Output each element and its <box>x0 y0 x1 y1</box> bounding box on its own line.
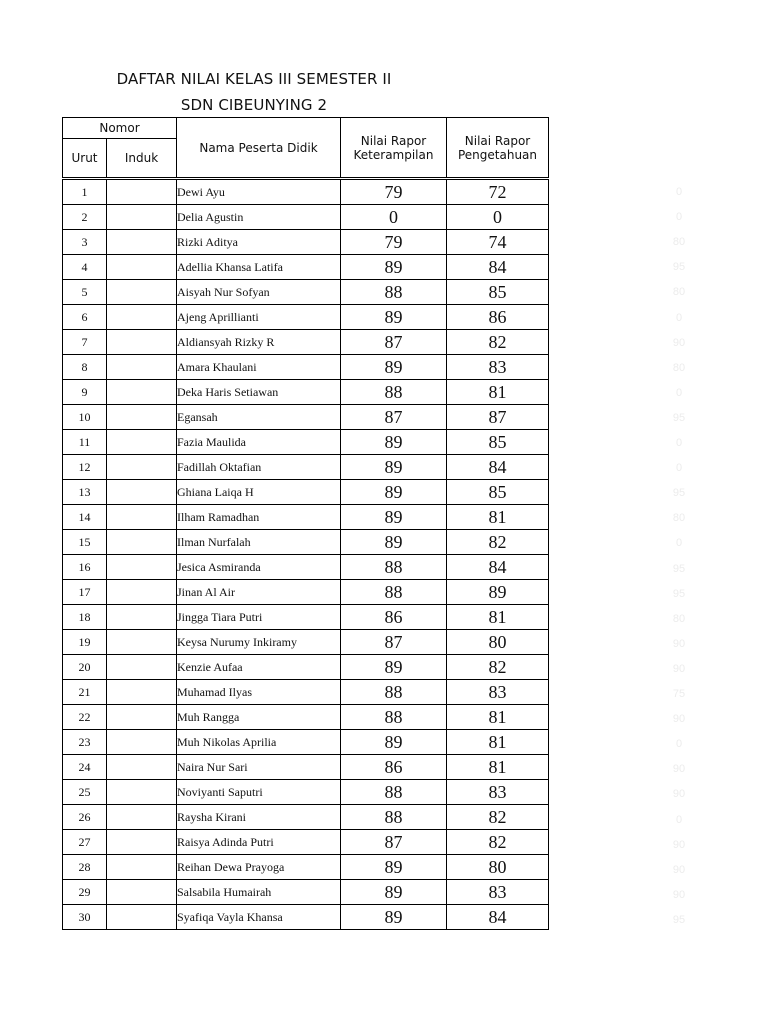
pengetahuan-value: 83 <box>447 780 549 805</box>
table-row <box>63 705 549 730</box>
header-pengetahuan-line1: Nilai Rapor <box>464 133 531 148</box>
row-number: 5 <box>63 280 107 305</box>
keterampilan-value: 87 <box>341 630 447 655</box>
table-row <box>63 255 549 280</box>
row-induk <box>107 655 177 680</box>
header-pengetahuan-line2: Pengetahuan <box>457 147 538 162</box>
row-induk <box>107 780 177 805</box>
student-name: Syafiqa Vayla Khansa <box>177 905 341 930</box>
table-row <box>63 180 549 205</box>
side-value: 90 <box>672 888 686 901</box>
row-number: 9 <box>63 380 107 405</box>
student-name: Adellia Khansa Latifa <box>177 255 341 280</box>
student-name: Jinan Al Air <box>177 580 341 605</box>
row-number: 2 <box>63 205 107 230</box>
table-row <box>63 230 549 255</box>
row-induk <box>107 630 177 655</box>
row-induk <box>107 430 177 455</box>
header-keterampilan-line1: Nilai Rapor <box>360 133 427 148</box>
pengetahuan-value: 81 <box>447 605 549 630</box>
row-number: 11 <box>63 430 107 455</box>
row-induk <box>107 405 177 430</box>
pengetahuan-value: 81 <box>447 705 549 730</box>
table-row <box>63 855 549 880</box>
student-name: Jesica Asmiranda <box>177 555 341 580</box>
header-pengetahuan <box>447 118 549 178</box>
side-value: 0 <box>675 186 683 198</box>
student-name: Dewi Ayu <box>177 180 341 205</box>
row-number: 27 <box>63 830 107 855</box>
keterampilan-value: 87 <box>341 330 447 355</box>
student-name: Fazia Maulida <box>177 430 341 455</box>
side-value: 90 <box>672 788 686 801</box>
student-name: Ajeng Aprillianti <box>177 305 341 330</box>
keterampilan-value: 88 <box>341 380 447 405</box>
student-name: Salsabila Humairah <box>177 880 341 905</box>
pengetahuan-value: 81 <box>447 755 549 780</box>
keterampilan-value: 89 <box>341 880 447 905</box>
header-keterampilan-line2: Keterampilan <box>353 147 434 162</box>
side-value: 95 <box>672 562 686 575</box>
table-row <box>63 655 549 680</box>
keterampilan-value: 86 <box>341 605 447 630</box>
table-row <box>63 755 549 780</box>
row-number: 6 <box>63 305 107 330</box>
pengetahuan-value: 81 <box>447 380 549 405</box>
row-number: 22 <box>63 705 107 730</box>
student-name: Raysha Kirani <box>177 805 341 830</box>
pengetahuan-value: 82 <box>447 830 549 855</box>
student-name: Egansah <box>177 405 341 430</box>
side-value: 0 <box>675 386 683 399</box>
side-value: 0 <box>675 738 683 751</box>
student-name: Jingga Tiara Putri <box>177 605 341 630</box>
keterampilan-value: 88 <box>341 555 447 580</box>
pengetahuan-value: 84 <box>447 555 549 580</box>
keterampilan-value: 89 <box>341 855 447 880</box>
table-row <box>63 530 549 555</box>
keterampilan-value: 89 <box>341 255 447 280</box>
pengetahuan-value: 0 <box>447 205 549 230</box>
keterampilan-value: 88 <box>341 580 447 605</box>
keterampilan-value: 88 <box>341 705 447 730</box>
side-value: 80 <box>672 361 686 374</box>
table-row <box>63 680 549 705</box>
student-name: Raisya Adinda Putri <box>177 830 341 855</box>
student-name: Delia Agustin <box>177 205 341 230</box>
row-induk <box>107 380 177 405</box>
side-value: 95 <box>672 587 686 600</box>
side-value: 90 <box>672 336 686 349</box>
table-row <box>63 880 549 905</box>
student-name: Kenzie Aufaa <box>177 655 341 680</box>
table-row <box>63 355 549 380</box>
pengetahuan-value: 85 <box>447 430 549 455</box>
row-induk <box>107 755 177 780</box>
student-name: Ghiana Laiqa H <box>177 480 341 505</box>
student-name: Muh Rangga <box>177 705 341 730</box>
row-induk <box>107 455 177 480</box>
table-row <box>63 905 549 930</box>
row-induk <box>107 905 177 930</box>
table-row <box>63 605 549 630</box>
side-value: 0 <box>675 211 683 224</box>
row-induk <box>107 280 177 305</box>
school-name: SDN CIBEUNYING 2 <box>180 96 328 114</box>
keterampilan-value: 79 <box>341 180 447 205</box>
keterampilan-value: 89 <box>341 305 447 330</box>
keterampilan-value: 89 <box>341 355 447 380</box>
row-induk <box>107 705 177 730</box>
pengetahuan-value: 72 <box>447 180 549 205</box>
row-number: 28 <box>63 855 107 880</box>
side-value: 95 <box>672 487 686 500</box>
keterampilan-value: 79 <box>341 230 447 255</box>
header-induk: Induk <box>107 139 177 178</box>
keterampilan-value: 87 <box>341 830 447 855</box>
row-number: 10 <box>63 405 107 430</box>
student-name: Deka Haris Setiawan <box>177 380 341 405</box>
side-value: 80 <box>672 286 686 299</box>
side-value: 90 <box>672 838 686 851</box>
keterampilan-value: 86 <box>341 755 447 780</box>
pengetahuan-value: 83 <box>447 880 549 905</box>
keterampilan-value: 89 <box>341 530 447 555</box>
row-induk <box>107 805 177 830</box>
table-row <box>63 405 549 430</box>
pengetahuan-value: 82 <box>447 530 549 555</box>
student-name: Rizki Aditya <box>177 230 341 255</box>
row-induk <box>107 205 177 230</box>
row-number: 12 <box>63 455 107 480</box>
row-induk <box>107 830 177 855</box>
side-value: 90 <box>672 637 686 650</box>
row-induk <box>107 330 177 355</box>
row-number: 19 <box>63 630 107 655</box>
table-body <box>63 180 549 930</box>
table-row <box>63 380 549 405</box>
side-value: 0 <box>675 437 683 449</box>
pengetahuan-value: 84 <box>447 905 549 930</box>
side-value: 80 <box>672 612 686 625</box>
row-induk <box>107 530 177 555</box>
pengetahuan-value: 83 <box>447 680 549 705</box>
student-name: Noviyanti Saputri <box>177 780 341 805</box>
row-number: 1 <box>63 180 107 205</box>
table-row <box>63 305 549 330</box>
table-row <box>63 555 549 580</box>
row-number: 25 <box>63 780 107 805</box>
pengetahuan-value: 82 <box>447 655 549 680</box>
table-row <box>63 205 549 230</box>
keterampilan-value: 88 <box>341 280 447 305</box>
keterampilan-value: 0 <box>341 205 447 230</box>
student-name: Ilman Nurfalah <box>177 530 341 555</box>
side-value: 90 <box>672 863 686 876</box>
header-nomor: Nomor <box>63 118 177 139</box>
row-number: 18 <box>63 605 107 630</box>
row-induk <box>107 880 177 905</box>
pengetahuan-value: 82 <box>447 330 549 355</box>
table-row <box>63 280 549 305</box>
row-number: 30 <box>63 905 107 930</box>
table-row <box>63 805 549 830</box>
table-row <box>63 505 549 530</box>
row-number: 4 <box>63 255 107 280</box>
table-row <box>63 580 549 605</box>
side-value: 0 <box>675 813 683 826</box>
keterampilan-value: 89 <box>341 430 447 455</box>
row-number: 7 <box>63 330 107 355</box>
row-number: 23 <box>63 730 107 755</box>
table-row <box>63 630 549 655</box>
row-induk <box>107 255 177 280</box>
student-name: Aisyah Nur Sofyan <box>177 280 341 305</box>
student-name: Reihan Dewa Prayoga <box>177 855 341 880</box>
student-name: Aldiansyah Rizky R <box>177 330 341 355</box>
row-induk <box>107 355 177 380</box>
row-number: 8 <box>63 355 107 380</box>
row-induk <box>107 730 177 755</box>
side-value: 75 <box>672 688 686 700</box>
side-value: 0 <box>675 537 683 550</box>
side-value: 95 <box>672 261 686 274</box>
row-number: 3 <box>63 230 107 255</box>
student-name: Fadillah Oktafian <box>177 455 341 480</box>
student-name: Naira Nur Sari <box>177 755 341 780</box>
keterampilan-value: 89 <box>341 505 447 530</box>
side-value: 0 <box>675 462 683 475</box>
row-induk <box>107 555 177 580</box>
row-number: 13 <box>63 480 107 505</box>
row-number: 17 <box>63 580 107 605</box>
header-urut: Urut <box>63 139 107 178</box>
pengetahuan-value: 74 <box>447 230 549 255</box>
keterampilan-value: 89 <box>341 455 447 480</box>
side-value: 90 <box>672 713 686 726</box>
document-title: DAFTAR NILAI KELAS III SEMESTER II <box>116 70 392 88</box>
pengetahuan-value: 83 <box>447 355 549 380</box>
row-number: 14 <box>63 505 107 530</box>
pengetahuan-value: 81 <box>447 505 549 530</box>
pengetahuan-value: 80 <box>447 855 549 880</box>
row-induk <box>107 680 177 705</box>
keterampilan-value: 89 <box>341 655 447 680</box>
keterampilan-value: 88 <box>341 680 447 705</box>
side-value: 80 <box>672 236 686 249</box>
pengetahuan-value: 85 <box>447 480 549 505</box>
table-row <box>63 455 549 480</box>
pengetahuan-value: 84 <box>447 455 549 480</box>
row-induk <box>107 305 177 330</box>
table-row <box>63 830 549 855</box>
table-row <box>63 730 549 755</box>
row-number: 20 <box>63 655 107 680</box>
student-name: Ilham Ramadhan <box>177 505 341 530</box>
row-number: 26 <box>63 805 107 830</box>
keterampilan-value: 89 <box>341 730 447 755</box>
row-induk <box>107 230 177 255</box>
side-value: 95 <box>672 913 686 926</box>
pengetahuan-value: 87 <box>447 405 549 430</box>
pengetahuan-value: 82 <box>447 805 549 830</box>
student-name: Muh Nikolas Aprilia <box>177 730 341 755</box>
row-induk <box>107 605 177 630</box>
student-name: Keysa Nurumy Inkiramy <box>177 630 341 655</box>
table-row <box>63 430 549 455</box>
row-induk <box>107 855 177 880</box>
student-name: Amara Khaulani <box>177 355 341 380</box>
row-induk <box>107 480 177 505</box>
student-name: Muhamad Ilyas <box>177 680 341 705</box>
row-induk <box>107 580 177 605</box>
row-induk <box>107 505 177 530</box>
keterampilan-value: 89 <box>341 905 447 930</box>
row-number: 21 <box>63 680 107 705</box>
side-value: 0 <box>675 311 683 324</box>
grades-table <box>62 117 549 930</box>
pengetahuan-value: 81 <box>447 730 549 755</box>
side-value: 95 <box>672 411 686 424</box>
header-nama: Nama Peserta Didik <box>177 118 341 178</box>
pengetahuan-value: 80 <box>447 630 549 655</box>
row-number: 24 <box>63 755 107 780</box>
pengetahuan-value: 86 <box>447 305 549 330</box>
table-row <box>63 480 549 505</box>
pengetahuan-value: 85 <box>447 280 549 305</box>
keterampilan-value: 88 <box>341 780 447 805</box>
side-value: 80 <box>672 512 686 525</box>
row-number: 16 <box>63 555 107 580</box>
table-row <box>63 330 549 355</box>
side-value: 90 <box>672 763 686 776</box>
row-induk <box>107 180 177 205</box>
keterampilan-value: 87 <box>341 405 447 430</box>
row-number: 15 <box>63 530 107 555</box>
keterampilan-value: 89 <box>341 480 447 505</box>
row-number: 29 <box>63 880 107 905</box>
table-row <box>63 780 549 805</box>
header-keterampilan <box>341 118 447 178</box>
pengetahuan-value: 89 <box>447 580 549 605</box>
side-value: 90 <box>672 662 686 675</box>
keterampilan-value: 88 <box>341 805 447 830</box>
pengetahuan-value: 84 <box>447 255 549 280</box>
